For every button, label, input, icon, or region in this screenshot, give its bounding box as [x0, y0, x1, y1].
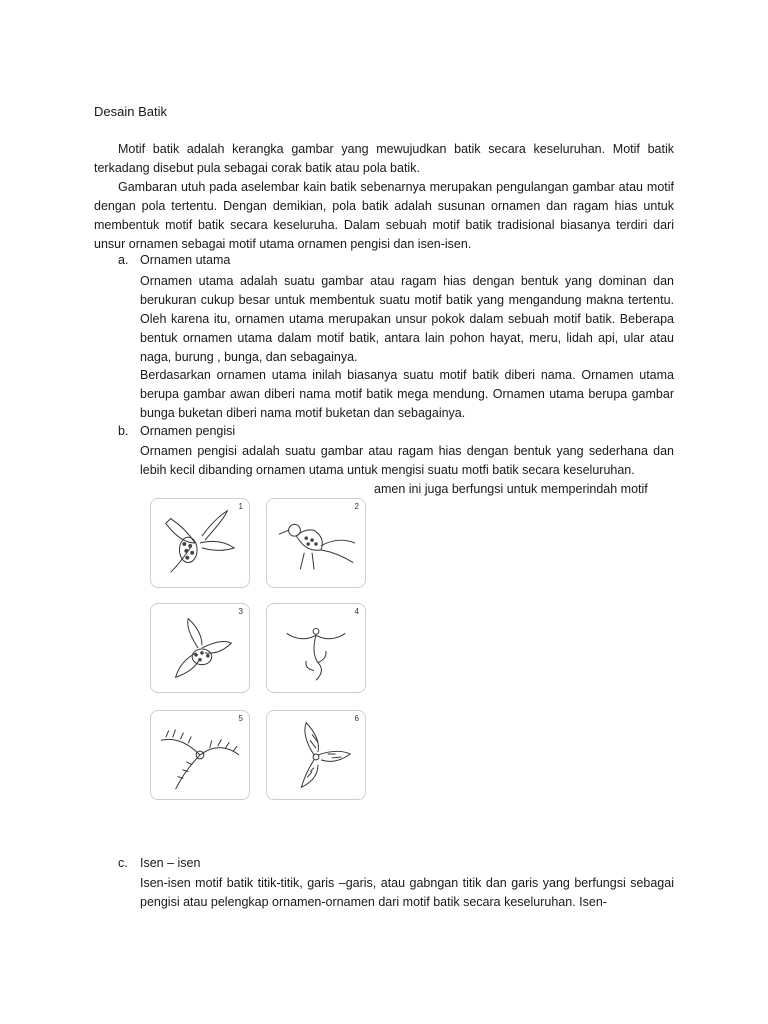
section-a-title: Ornamen utama	[140, 253, 231, 267]
fern-leaf-ornament-icon	[151, 711, 249, 799]
section-c-paragraph-1: Isen-isen motif batik titik-titik, garis –garis, atau gabngan titik dan garis yang berfungsi sebagai pengisi atau pelengkap ornamen-ornamen dari motif batik secara keseluruhan. Isen-	[140, 876, 674, 909]
section-b-paragraph-1: Ornamen pengisi adalah suatu gambar atau ragam hias dengan bentuk yang sederhana dan lebih kecil dibanding ornamen utama untuk mengisi suatu motfi batik secara keseluruhan.	[140, 444, 674, 477]
panel-number: 3	[238, 607, 243, 616]
three-leaf-flower-ornament-icon	[151, 604, 249, 692]
intro-paragraph-1: Motif batik adalah kerangka gambar yang mewujudkan batik secara keseluruhan. Motif batik terkadang disebut pula sebagai corak batik atau pola batik.	[94, 142, 674, 175]
ornament-panel-2	[266, 498, 366, 588]
panel-number: 4	[354, 607, 359, 616]
ornament-panel-3	[150, 603, 250, 693]
section-b-partial-line: amen ini juga berfungsi untuk memperindah motif	[374, 482, 648, 496]
section-c-letter: c.	[118, 856, 128, 870]
ornament-panel-5	[150, 710, 250, 800]
section-a-paragraph-1: Ornamen utama adalah suatu gambar atau ragam hias dengan bentuk yang dominan dan berukuran cukup besar untuk membentuk suatu motif batik yang mengandung makna tertentu. Oleh karena itu, ornamen utama merupakan unsur pokok dalam sebuah motif batik. Beberapa bentuk ornamen utama dalam motif batik, antara lain pohon hayat, meru, lidah api, ular atau naga, burung , bunga, dan sebagainya.	[140, 274, 674, 364]
panel-number: 1	[238, 502, 243, 511]
three-petal-ornament-icon	[267, 711, 365, 799]
panel-number: 6	[354, 714, 359, 723]
section-c-title: Isen – isen	[140, 856, 201, 870]
document-title: Desain Batik	[94, 104, 167, 119]
bird-ornament-icon	[267, 499, 365, 587]
ornament-panel-6	[266, 710, 366, 800]
bird-wings-ornament-icon	[151, 499, 249, 587]
section-a-paragraph-2: Berdasarkan ornamen utama inilah biasanya suatu motif batik diberi nama. Ornamen utama berupa gambar awan diberi nama motif batik mega mendung. Ornamen utama berupa gambar bunga buketan diberi nama motif buketan dan sebagainya.	[140, 368, 674, 420]
panel-number: 5	[238, 714, 243, 723]
section-a-letter: a.	[118, 253, 129, 267]
panel-number: 2	[354, 502, 359, 511]
intro-paragraph-2: Gambaran utuh pada aselembar kain batik sebenarnya merupakan pengulangan gambar atau motif dengan pola tertentu. Dengan demikian, pola batik adalah susunan ornamen dan ragam hias untuk membentuk motif batik secara keseluruha. Dalam sebuah motif batik tradisional biasanya terdiri dari unsur ornamen sebagai motif utama ornamen pengisi dan isen-isen.	[94, 180, 674, 251]
section-b-letter: b.	[118, 424, 129, 438]
section-b-title: Ornamen pengisi	[140, 424, 236, 438]
ornament-panel-1	[150, 498, 250, 588]
ornament-panel-4	[266, 603, 366, 693]
floral-scroll-ornament-icon	[267, 604, 365, 692]
